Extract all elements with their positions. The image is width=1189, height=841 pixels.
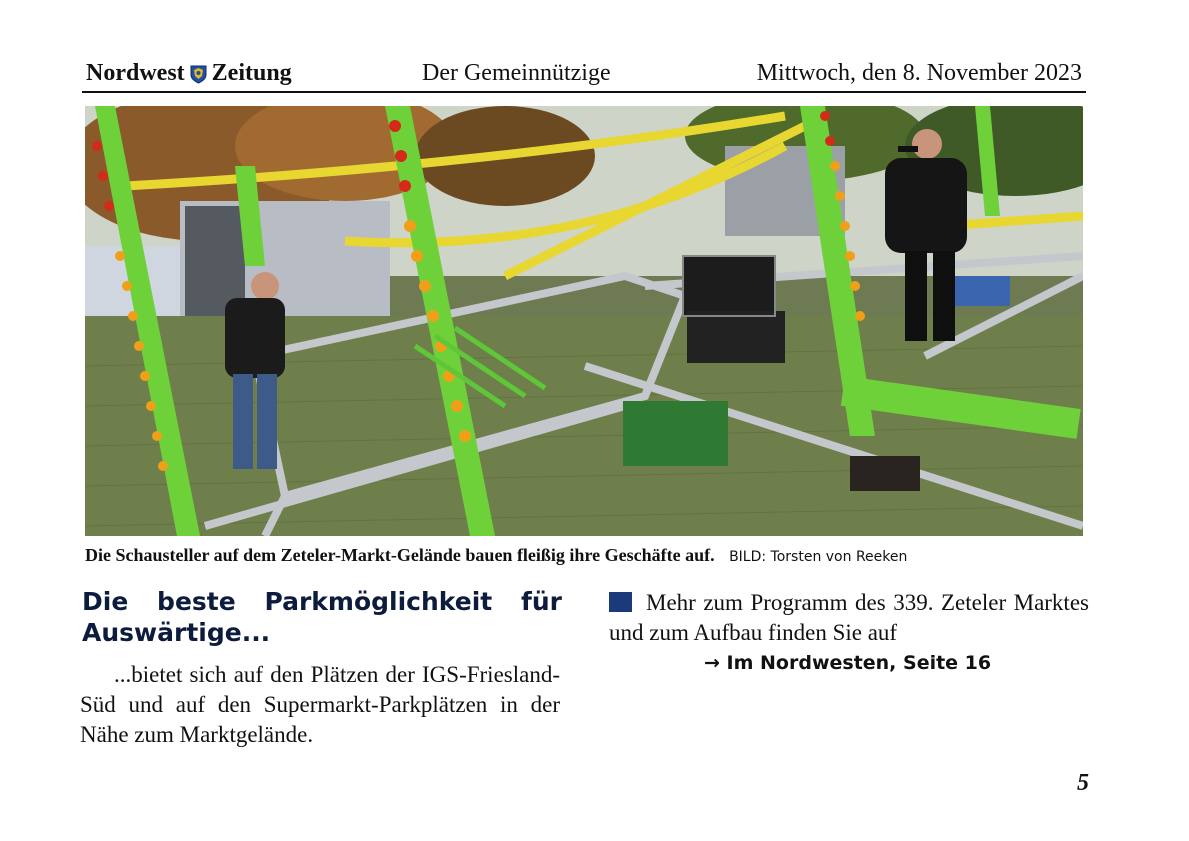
- header-rule: [82, 91, 1086, 93]
- promo-square-icon: [609, 592, 632, 612]
- newspaper-masthead: [86, 60, 292, 87]
- promo-text: Mehr zum Programm des 339. Zeteler Marktes und zum Aufbau finden Sie auf: [609, 590, 1089, 645]
- article-body: ...bietet sich auf den Plätzen der IGS-Friesland-Süd und auf den Supermarkt-Parkplätzen in der Nähe zum Marktgelände.: [80, 662, 560, 747]
- caption-text: Die Schausteller auf dem Zeteler-Markt-Gelände bauen fleißig ihre Geschäfte auf.: [85, 545, 715, 565]
- section-title: Der Gemeinnützige: [422, 60, 611, 86]
- promo-page-reference: → Im Nordwesten, Seite 16: [704, 652, 992, 674]
- masthead-word-left: Nordwest: [86, 60, 185, 86]
- page-number: 5: [1077, 770, 1089, 796]
- photo-credit: BILD: Torsten von Reeken: [729, 549, 908, 565]
- article-headline: Die beste Parkmöglichkeit für Auswärtige...: [82, 587, 562, 647]
- page-header: [82, 56, 1086, 92]
- coat-of-arms-icon: [190, 64, 207, 83]
- photo-caption: [85, 545, 1090, 566]
- issue-date: Mittwoch, den 8. November 2023: [756, 60, 1082, 86]
- masthead-word-right: Zeitung: [211, 60, 292, 86]
- promo-box: [609, 588, 1089, 648]
- fairground-photo: [85, 106, 1083, 536]
